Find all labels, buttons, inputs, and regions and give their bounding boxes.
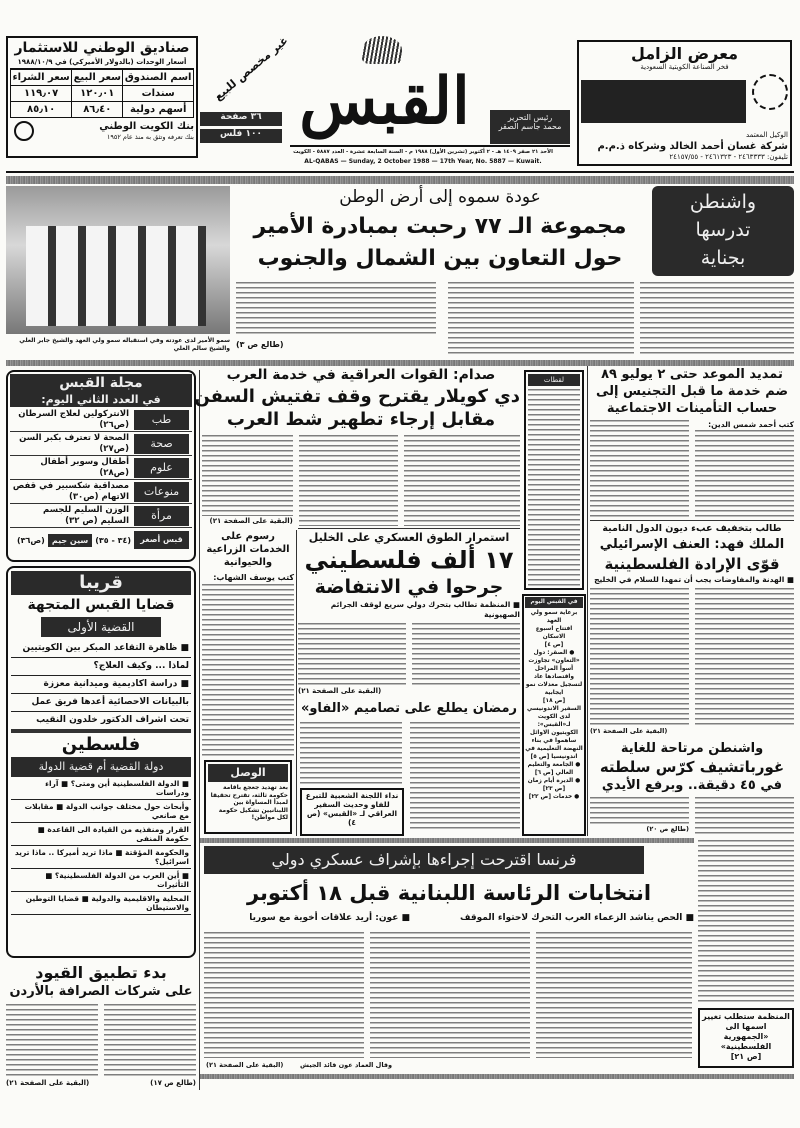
hebron-headline-2: جرحوا في الانتفاضة: [314, 576, 504, 598]
inside-line[interactable]: ● الجامعة والتعليم العالي [ص ٦]: [527, 762, 581, 776]
magazine-item[interactable]: [10, 432, 192, 456]
palestine-line: المحلية والاقليمية والدولية ■ قضايا التوطين والاستيطان: [11, 892, 191, 915]
item-text: الصحة لا تعترف بكبر السن (ص٢٧): [19, 433, 129, 454]
seal-icon: [752, 74, 788, 110]
palestine-box: دولة القضية أم قضية الدولة: [11, 757, 191, 777]
lebanon-sub-2: ■ عون: أريد علاقات أخوية مع سوريا: [249, 913, 410, 923]
soon-subtitle: قضايا القبس المتجهة: [27, 597, 175, 613]
inside-title: في القبس اليوم: [525, 597, 583, 608]
washington-box: [652, 186, 794, 276]
jordan-jump: (البقية على الصفحة ٢١): [6, 1079, 90, 1087]
inside-box: [522, 594, 586, 836]
soon-title: قريبا: [11, 571, 191, 595]
plo-box: [698, 1008, 794, 1068]
date-line-arabic: الأحد ٢١ صفر ١٤٠٩ هـ - ٢ أكتوبر (تشرين الأول) ١٩٨٨ م - السنة السابعة عشرة - العدد ٥٨٨٧ - الكويت: [293, 149, 553, 155]
newspaper-logo: القبس: [299, 64, 470, 139]
appeal-text: نداء اللجنة الشعبية للتبرع للفاو وحديث السفير العراقي لـ «القبس»: [305, 791, 399, 818]
fund-prices-box: [6, 36, 198, 158]
lead-jump: (طالع ص ٣): [236, 340, 284, 349]
plo-page: [ص ٢١]: [730, 1052, 762, 1061]
fahd-headline-1: الملك فهد: العنف الإسرائيلي: [599, 537, 785, 552]
fees-headline: رسوم على الخدمات الزراعية والحيوانية: [206, 531, 290, 568]
bank-name: بنك الكويت الوطني: [99, 121, 194, 132]
insurance-headline-1: تمديد الموعد حتى ٢ يوليو ٨٩: [601, 367, 783, 382]
lebanon-headline: انتخابات الرئاسة اللبنانية قبل ١٨ أكتوبر: [246, 881, 652, 905]
cell: سندات: [123, 86, 194, 102]
page-count: ٣٦ صفحة: [200, 112, 282, 126]
item-pages: (٣٤ - ٣٥): [95, 535, 131, 545]
table-row: [11, 86, 194, 102]
item-label: منوعات: [134, 482, 189, 502]
item-text: الانتركولين لعلاج السرطان (ص٢٦): [18, 409, 129, 430]
hebron-sub: ■ المنظمة تطالب بتحرك دولي سريع لوقف الجرائم الصهيونية: [330, 600, 520, 619]
fund-table: [10, 69, 194, 118]
saddam-headline-1: دي كويلار يقترح وقف تفتيش السفن: [194, 386, 520, 407]
quiz-label: سين جيم: [48, 534, 92, 547]
fund-subtitle: أسعار الوحدات (بالدولار الأميركي) في ١٩٨٨/١٠/٩: [10, 57, 194, 69]
lead-photo: [6, 186, 230, 334]
lebanon-kicker: فرنسا اقترحت إجراءها بإشراف عسكري دولي: [204, 846, 644, 874]
ramadan-headline: رمضان يطلع على تصاميم «الفاو»: [300, 701, 518, 716]
cell: ١٢٠٫٠١: [72, 86, 123, 102]
inside-line[interactable]: افتتاح اسبوع الاسكان: [535, 626, 573, 640]
ad-title: معرض الزامل: [630, 44, 739, 63]
gorbachev-story: [590, 740, 794, 834]
lebanon-jump: (البقية على الصفحة ٢١): [206, 1061, 284, 1069]
col-header: سعر البيع: [72, 70, 123, 86]
wasl-text: بعد تهديد جعجع باقامة حكومة ثالثة، تقترح تحقيقا لمبدأ المساواة بين اللبنانيين تشكيل حكومة لكل مواطن!: [210, 784, 288, 821]
item-label: مرأة: [134, 506, 189, 526]
insurance-headline-3: حساب التأمينات الاجتماعية: [606, 401, 778, 416]
bank-logo-icon: [14, 121, 34, 141]
palestine-title: فلسطين: [61, 734, 141, 755]
magazine-item[interactable]: [10, 408, 192, 432]
magazine-item-kids[interactable]: [10, 528, 192, 552]
editor-label: رئيس التحرير: [507, 113, 553, 122]
zamil-ad: [577, 40, 792, 166]
soon-line: بالبيانات الاحصائية أعدها فريق عمل: [11, 694, 191, 712]
case-label: القضية الأولى: [41, 617, 161, 637]
soon-line: تحت اشراف الدكتور خلدون النقيب: [11, 712, 191, 733]
lead-headline-2: حول التعاون بين الشمال والجنوب: [257, 246, 623, 271]
not-for-sale-label: غير مخصص للبيع: [211, 33, 291, 104]
inside-line[interactable]: الكويتيون الاوائل ساهموا في بناء النهضة التعليمية في اندونيسيا [ص ٥]: [525, 730, 583, 760]
cell: ٨٦٫٤٠: [72, 102, 123, 118]
inside-line[interactable]: ● الصقر: دول «التعاون» تجاوزت أسوأ المراحل واقتصادها عاد لتسجيل معدلات نمو ايجابية: [525, 650, 583, 696]
item-label: صحة: [134, 434, 189, 454]
box-line: واشنطن: [689, 191, 757, 213]
appeal-box: [300, 788, 404, 836]
fahd-sub: ■ الهدنة والمفاوضات يجب أن تمهدا للسلام في الخليج: [594, 575, 794, 584]
lebanon-jump-2: وقال العماد عون قائد الجيش: [300, 1061, 393, 1069]
fahd-kicker: طالب بتخفيف عبء ديون الدول النامية: [602, 523, 782, 534]
wasl-logo: الوصل: [208, 764, 288, 782]
hebron-jump: (البقية على الصفحة ٢١): [298, 687, 382, 695]
saddam-headline-2: مقابل إرجاء تطهير شط العرب: [226, 409, 496, 430]
fahd-story: [590, 522, 794, 736]
magazine-box: [6, 370, 196, 562]
cell: أسهم دولية: [123, 102, 194, 118]
soon-line: لماذا ... وكيف العلاج؟: [11, 658, 191, 676]
table-row: [11, 102, 194, 118]
bank-tagline: بنك تعرفه وتثق به منذ عام ١٩٥٢: [106, 133, 194, 141]
gorbachev-jump: (طالع ص ٢٠): [646, 825, 689, 833]
box-line: تدرسها: [695, 219, 751, 241]
jordan-story: [6, 962, 196, 1088]
saddam-jump: (البقية على الصفحة ٢١): [209, 517, 293, 525]
palestine-line: وأبحاث حول مختلف جوانب الدولة ■ مقابلات مع صانعي: [11, 800, 191, 823]
ad-tagline: فخر الصناعة الكويتية السعودية: [640, 63, 729, 71]
item-text: أطفال وسوبر أطفال (ص٢٨): [40, 457, 129, 478]
box-line: بجناية: [700, 247, 746, 269]
cell: ٨٥٫١٠: [11, 102, 72, 118]
hebron-headline-1: ١٧ ألف فلسطيني: [304, 546, 514, 574]
lebanon-sub-1: ■ الحص يناشد الزعماء العرب التحرك لاحتواء الموقف: [460, 913, 694, 923]
jordan-headline-1: بدء تطبيق القيود: [35, 963, 167, 982]
fees-byline: كتب يوسف الشهاب:: [213, 573, 294, 582]
inside-line[interactable]: ● الديرة أيام زمان [ص ٢٣]: [527, 778, 581, 792]
col-header: اسم الصندوق: [123, 70, 194, 86]
fahd-headline-2: قوّى الإرادة الفلسطينية: [604, 555, 780, 573]
ad-agent: الوكيل المعتمد: [746, 131, 788, 139]
magazine-title: مجلة القبس: [10, 374, 192, 392]
gorbachev-headline-1: غورباتشيف كرّس سلطته: [599, 758, 785, 776]
item-text: مصداقية شكسبير في قفص الاتهام (ص٣٠): [12, 481, 129, 502]
soon-line: ■ دراسة اكاديمية وميدانية معززة: [11, 676, 191, 694]
inside-line[interactable]: [ص ١٨]: [542, 698, 566, 704]
inside-line[interactable]: [ص ٤]: [544, 642, 564, 648]
editor-name: محمد جاسم الصقر: [498, 122, 562, 131]
hebron-kicker: استمرار الطوق العسكري على الخليل: [308, 531, 510, 544]
saddam-kicker: صدام: القوات العراقية في خدمة العرب: [226, 367, 496, 383]
jordan-jump-2: (طالع ص ١٧): [150, 1079, 196, 1087]
item-label: علوم: [134, 458, 189, 478]
col-header: سعر الشراء: [11, 70, 72, 86]
magazine-item[interactable]: [10, 456, 192, 480]
ad-phone: تليفون: ٢٤٦٣٣٣٣ - ٢٤٦١٣٢٣ - ٢٤١٥٧/٥٥: [669, 153, 788, 161]
fund-title: صناديق الوطني للاستثمار: [14, 40, 190, 56]
magazine-item[interactable]: [10, 504, 192, 528]
palestine-line: ■ أين العرب من الدولة الفلسطينية؟ ■ التأثيرات: [11, 869, 191, 892]
plo-text: المنظمة ستطلب تغيير اسمها الى «الجمهورية الفلسطينية»: [702, 1012, 790, 1051]
palestine-line: القرار ومنفذيه من القيادة الى القاعدة ■ حكومة المنفى: [11, 823, 191, 846]
photo-caption: سمو الأمير لدى عودته وفي استقباله سمو ولي العهد والشيخ جابر العلي والشيخ سالم العلي: [19, 337, 230, 352]
magazine-item[interactable]: [10, 480, 192, 504]
insurance-story: [590, 366, 794, 518]
gorbachev-kicker: واشنطن مرتاحة للغاية: [620, 741, 764, 756]
inside-line[interactable]: السفير الاندونيسي لدى الكويت لـ«القبس»:: [527, 706, 581, 728]
appeal-page: (ص ٤): [306, 809, 356, 827]
hebron-story: [298, 530, 520, 696]
logo-emblem-icon: [362, 36, 402, 64]
insurance-headline-2: ضم خدمة ما قبل التجنيس إلى: [595, 384, 789, 399]
item-label: طب: [134, 410, 189, 430]
insurance-byline: كتب أحمد شمس الدين:: [708, 420, 794, 429]
palestine-line: ■ الدولة الفلسطينية أين ومتى؟ ■ آراء ودراسات: [11, 777, 191, 800]
fees-story: [202, 530, 294, 756]
soon-line: ■ ظاهرة التقاعد المبكر بين الكويتيين: [11, 640, 191, 658]
lead-kicker: عودة سموه إلى أرض الوطن: [339, 187, 541, 207]
gorbachev-headline-2: في ٤٥ دقيقة.. وبرفع الأيدي: [601, 778, 783, 793]
editor-box: [490, 110, 570, 144]
date-line-english: AL-QABAS — Sunday, 2 October 1988 — 17th Year, No. 5887 — Kuwait.: [304, 158, 542, 165]
brief-box: [524, 370, 584, 590]
lead-headline-1: مجموعة الـ ٧٧ رحبت بمبادرة الأمير: [253, 214, 627, 239]
item-label: قبس أصغر: [134, 531, 189, 549]
ad-company: شركة غسان أحمد الخالد وشركاه ذ.م.م: [597, 141, 788, 152]
palestine-line: والحكومة المؤقتة ■ ماذا تريد أميركا .. ماذا تريد اسرائيل؟: [11, 846, 191, 869]
wasl-box: [204, 760, 292, 834]
cell: ١١٩٫٠٧: [11, 86, 72, 102]
price: ١٠٠ فلس: [200, 129, 282, 143]
soon-box: [6, 566, 196, 958]
inside-line[interactable]: برعاية سمو ولي العهد: [530, 610, 578, 624]
saddam-story: [194, 366, 520, 526]
inside-line[interactable]: ● خدمات [ص ٢٢]: [528, 794, 580, 800]
brief-title: لقطات: [528, 374, 580, 386]
item-text: الوزن السليم للجسم السليم (ص ٣٢): [43, 505, 129, 526]
fahd-jump: (البقية على الصفحة ٢١): [590, 727, 668, 735]
jordan-headline-2: على شركات الصرافة بالأردن: [9, 984, 193, 999]
item-page: (ص٣٦): [17, 535, 45, 545]
magazine-subtitle: في العدد الثاني اليوم:: [10, 392, 192, 407]
